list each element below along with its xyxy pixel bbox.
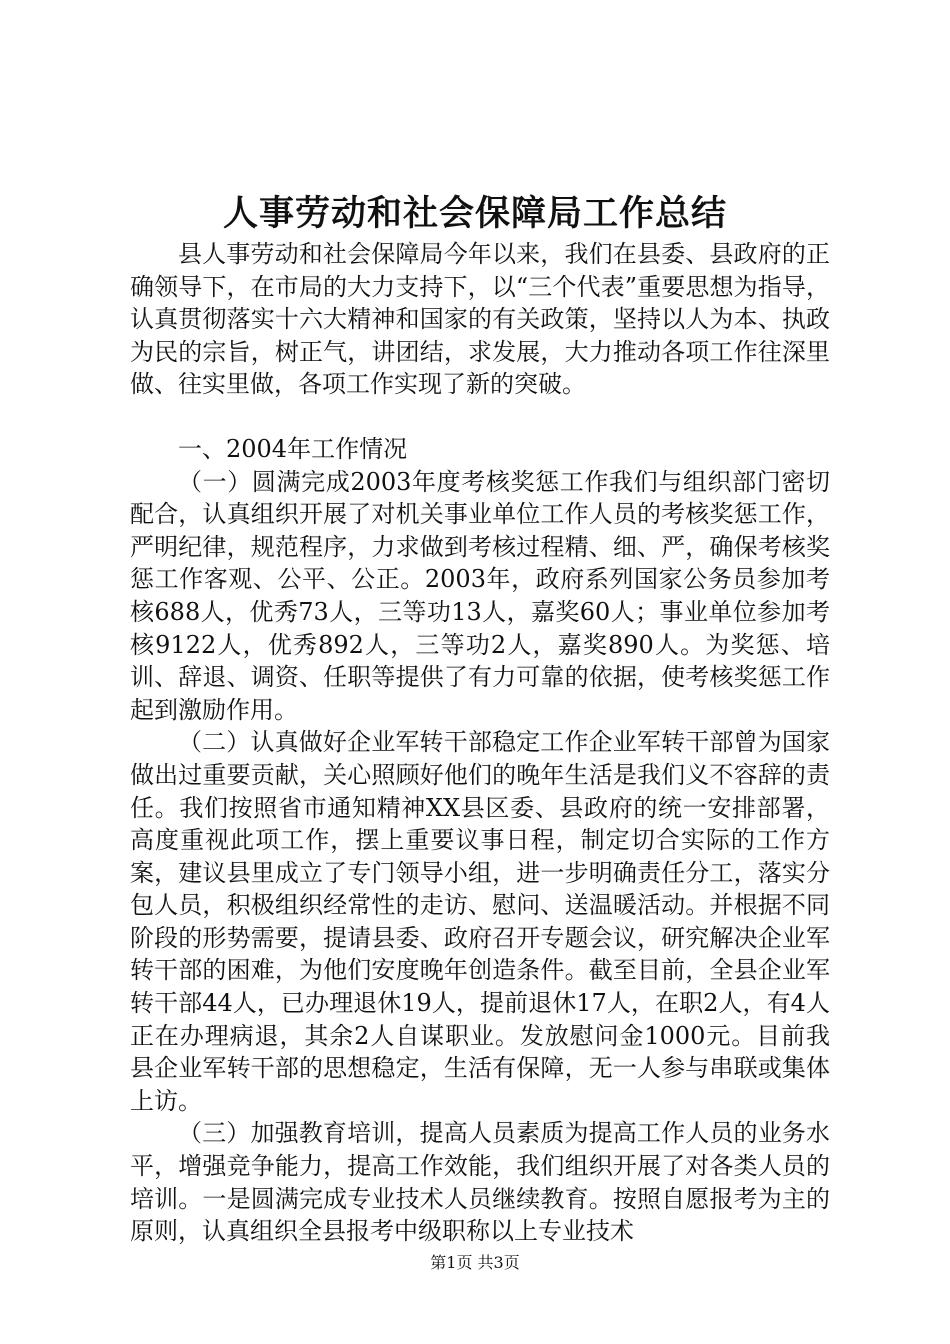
document-title: 人事劳动和社会保障局工作总结 xyxy=(222,193,727,234)
page-footer: 第1页 共3页 xyxy=(430,1253,520,1272)
document-body xyxy=(130,238,830,1248)
paragraph-spacer xyxy=(130,401,830,433)
paragraph-3: （三）加强教育培训，提高人员素质为提高工作人员的业务水平，增强竞争能力，提高工作效能，我们组织开展了对各类人员的培训。一是圆满完成专业技术人员继续教育。按照自愿报考为主的原则，认真组织全县报考中级职称以上专业技术 xyxy=(130,1119,830,1246)
intro-paragraph: 县人事劳动和社会保障局今年以来，我们在县委、县政府的正确领导下，在市局的大力支持下，以“三个代表”重要思想为指导，认真贯彻落实十六大精神和国家的有关政策，坚持以人为本、执政为民的宗旨，树正气，讲团结，求发展，大力推动各项工作往深里做、往实里做，各项工作实现了新的突破。 xyxy=(130,240,830,399)
paragraph-1: （一）圆满完成2003年度考核奖惩工作我们与组织部门密切配合，认真组织开展了对机关事业单位工作人员的考核奖惩工作，严明纪律，规范程序，力求做到考核过程精、细、严，确保考核奖惩工作客观、公平、公正。2003年，政府系列国家公务员参加考核688人，优秀73人，三等功13人，嘉奖60人；事业单位参加考核9122人，优秀892人，三等功2人，嘉奖890人。为奖惩、培训、辞退、调资、任职等提供了有力可靠的依据，使考核奖惩工作起到激励作用。 xyxy=(130,467,830,724)
paragraph-2: （二）认真做好企业军转干部稳定工作企业军转干部曾为国家做出过重要贡献，关心照顾好他们的晚年生活是我们义不容辞的责任。我们按照省市通知精神XX县区委、县政府的统一安排部署，高度重视此项工作，摆上重要议事日程，制定切合实际的工作方案，建议县里成立了专门领导小组，进一步明确责任分工，落实分包人员，积极组织经常性的走访、慰问、送温暖活动。并根据不同阶段的形势需要，提请县委、政府召开专题会议，研究解决企业军转干部的困难，为他们安度晚年创造条件。截至目前，全县企业军转干部44人，已办理退休19人，提前退休17人，在职2人，有4人正在办理病退，其余2人自谋职业。发放慰问金1000元。目前我县企业军转干部的思想稳定，生活有保障，无一人参与串联或集体上访。 xyxy=(130,728,830,1115)
section-heading: 一、2004年工作情况 xyxy=(178,434,408,463)
